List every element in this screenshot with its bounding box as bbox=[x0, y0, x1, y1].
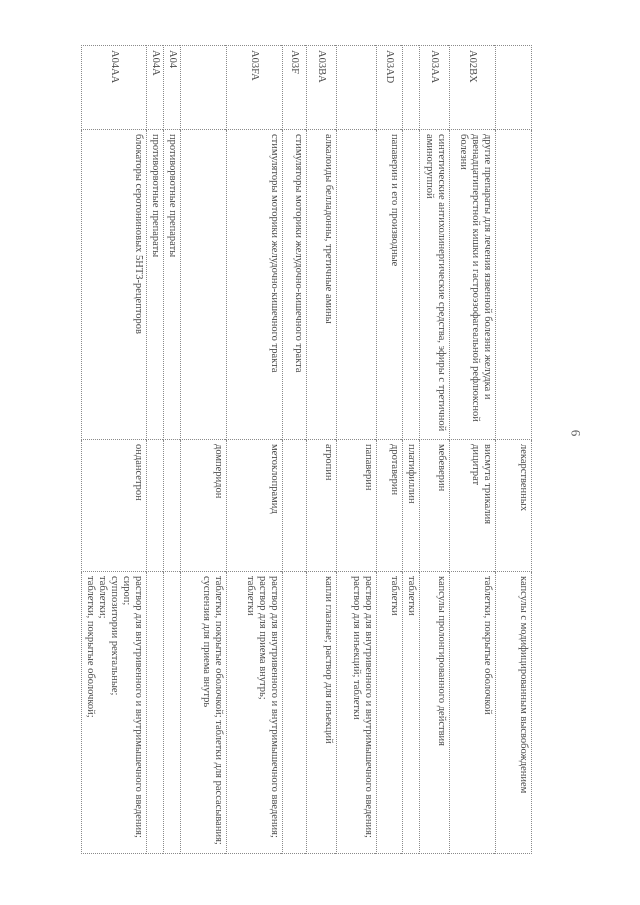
atc-code-cell: A03AA bbox=[420, 46, 450, 130]
dosage-form-line: таблетки, покрытые оболочкой bbox=[482, 576, 493, 715]
table-row bbox=[147, 46, 164, 854]
anatomical-group-cell bbox=[496, 130, 532, 440]
drug-name-cell bbox=[164, 440, 181, 572]
anatomical-group-cell: блокаторы серотониновых 5HT3-рецепторов bbox=[82, 130, 147, 440]
dosage-form-line: таблетки; bbox=[97, 576, 108, 619]
table-row bbox=[337, 46, 377, 854]
drug-name-cell: атропин bbox=[307, 440, 337, 572]
table-body bbox=[82, 46, 532, 854]
table-row bbox=[307, 46, 337, 854]
anatomical-group-cell: синтетические антихолинергические средства, эфиры с третичной аминогруппой bbox=[420, 130, 450, 440]
anatomical-group-cell: стимуляторы моторики желудочно-кишечного тракта bbox=[283, 130, 307, 440]
table-row bbox=[82, 46, 147, 854]
dosage-form-cell bbox=[496, 572, 532, 854]
drug-name-cell bbox=[147, 440, 164, 572]
atc-code-cell: A02BX bbox=[450, 46, 496, 130]
anatomical-group-cell: папаверин и его производные bbox=[377, 130, 403, 440]
medicines-table bbox=[81, 45, 532, 854]
drug-name-cell: висмута трикалия дицитрат bbox=[450, 440, 496, 572]
anatomical-group-cell: другие препараты для лечения язвенной болезни желудка и двенадцатиперстной кишки и гастроэзофагеальной рефлюксной болезни bbox=[450, 130, 496, 440]
drug-name-cell: мебеверин bbox=[420, 440, 450, 572]
anatomical-group-cell: противорвотные препараты bbox=[147, 130, 164, 440]
table-row bbox=[181, 46, 227, 854]
dosage-form-cell bbox=[283, 572, 307, 854]
anatomical-group-cell: алкалоиды белладонны, третичные амины bbox=[307, 130, 337, 440]
atc-code-cell bbox=[181, 46, 227, 130]
table-row bbox=[377, 46, 403, 854]
drug-name-cell: ондансетрон bbox=[82, 440, 147, 572]
drug-name-cell: метоклопрамид bbox=[227, 440, 283, 572]
drug-name-cell: дротаверин bbox=[377, 440, 403, 572]
dosage-form-line: таблетки, покрытые оболочкой; таблетки для рассасывания; суспензия для приема внутрь bbox=[201, 576, 224, 845]
dosage-form-line: капли глазные; раствор для инъекций bbox=[323, 576, 334, 744]
table-row bbox=[403, 46, 420, 854]
dosage-form-cell bbox=[82, 572, 147, 854]
dosage-form-cell bbox=[450, 572, 496, 854]
drug-name-cell: домперидон bbox=[181, 440, 227, 572]
dosage-form-cell bbox=[147, 572, 164, 854]
dosage-form-line: раствор для внутривенного и внутримышечного введения; bbox=[133, 576, 144, 838]
atc-code-cell: A03F bbox=[283, 46, 307, 130]
anatomical-group-cell bbox=[403, 130, 420, 440]
table-row bbox=[227, 46, 283, 854]
atc-code-cell: A04A bbox=[147, 46, 164, 130]
anatomical-group-cell: стимуляторы моторики желудочно-кишечного тракта bbox=[227, 130, 283, 440]
dosage-form-cell bbox=[181, 572, 227, 854]
dosage-form-cell bbox=[377, 572, 403, 854]
dosage-form-line: раствор для внутривенного и внутримышечного введения; bbox=[269, 576, 280, 838]
dosage-form-cell bbox=[307, 572, 337, 854]
table-row bbox=[164, 46, 181, 854]
dosage-form-line: таблетки, покрытые оболочкой; bbox=[85, 576, 96, 718]
atc-code-cell: A04AA bbox=[82, 46, 147, 130]
dosage-form-line: капсулы пролонгированного действия bbox=[436, 576, 447, 746]
page-number: 6 bbox=[568, 429, 584, 437]
dosage-form-line: сироп; bbox=[121, 576, 132, 606]
dosage-form-line: капсулы с модифицированным высвобождением bbox=[518, 576, 529, 794]
atc-code-cell: A03AD bbox=[377, 46, 403, 130]
dosage-form-cell bbox=[227, 572, 283, 854]
anatomical-group-cell bbox=[181, 130, 227, 440]
atc-code-cell bbox=[496, 46, 532, 130]
dosage-form-line: таблетки bbox=[245, 576, 256, 616]
table-row bbox=[283, 46, 307, 854]
dosage-form-line: раствор для внутривенного и внутримышечного введения; раствор для инъекций; таблетки bbox=[351, 576, 374, 838]
atc-code-cell bbox=[337, 46, 377, 130]
dosage-form-cell bbox=[337, 572, 377, 854]
dosage-form-line: раствор для приема внутрь; bbox=[257, 576, 268, 700]
anatomical-group-cell: противорвотные препараты bbox=[164, 130, 181, 440]
medicines-table-rotated bbox=[85, 45, 532, 853]
table-row bbox=[496, 46, 532, 854]
dosage-form-line: таблетки bbox=[406, 576, 417, 616]
anatomical-group-cell bbox=[337, 130, 377, 440]
atc-code-cell bbox=[403, 46, 420, 130]
drug-name-cell: платифиллин bbox=[403, 440, 420, 572]
drug-name-cell: папаверин bbox=[337, 440, 377, 572]
dosage-form-line: суппозитории ректальные; bbox=[109, 576, 120, 696]
dosage-form-cell bbox=[420, 572, 450, 854]
atc-code-cell: A04 bbox=[164, 46, 181, 130]
table-row bbox=[450, 46, 496, 854]
table-row bbox=[420, 46, 450, 854]
dosage-form-cell bbox=[164, 572, 181, 854]
atc-code-cell: A03FA bbox=[227, 46, 283, 130]
dosage-form-line: таблетки bbox=[389, 576, 400, 616]
drug-name-cell: лекарственных bbox=[496, 440, 532, 572]
drug-name-cell bbox=[283, 440, 307, 572]
dosage-form-cell bbox=[403, 572, 420, 854]
atc-code-cell: A03BA bbox=[307, 46, 337, 130]
